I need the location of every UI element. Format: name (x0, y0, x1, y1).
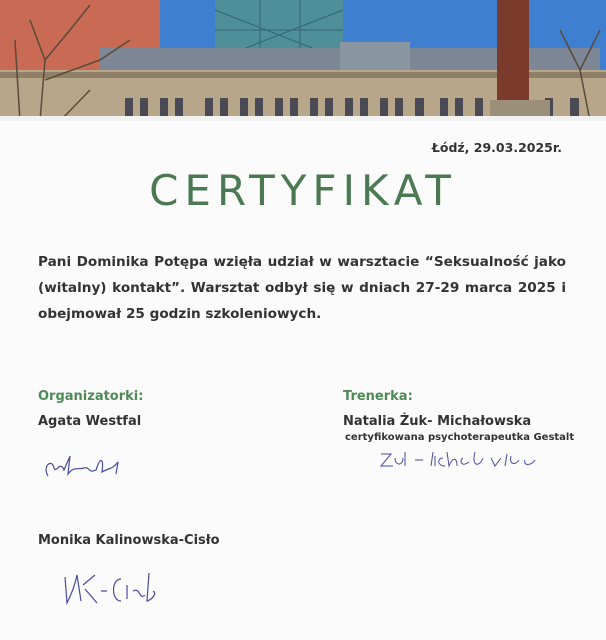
organizer-signature-1 (40, 448, 130, 483)
trainer-role: certyfikowana psychoterapeutka Gestalt (345, 432, 575, 443)
organizers-label: Organizatorki: (38, 389, 144, 404)
organizer-signature-2 (55, 565, 165, 610)
trainer-name: Natalia Żuk- Michałowska (343, 414, 532, 429)
organizer-name-2: Monika Kalinowska-Cisło (38, 533, 220, 548)
header-photo (0, 0, 606, 121)
certificate-date: Łódź, 29.03.2025r. (431, 140, 562, 155)
organizer-name-1: Agata Westfal (38, 414, 142, 429)
trainer-signature (375, 446, 540, 471)
trainer-label: Trenerka: (343, 389, 413, 404)
certificate-body: Pani Dominika Potępa wzięła udział w warsztacie “Seksualność jako (witalny) kontakt”. Warsztat odbył się w dniach 27-29 marca 2025 i obejmował 25 godzin szkoleniowych. (38, 254, 566, 322)
certificate-title: CERTYFIKAT (149, 166, 457, 215)
